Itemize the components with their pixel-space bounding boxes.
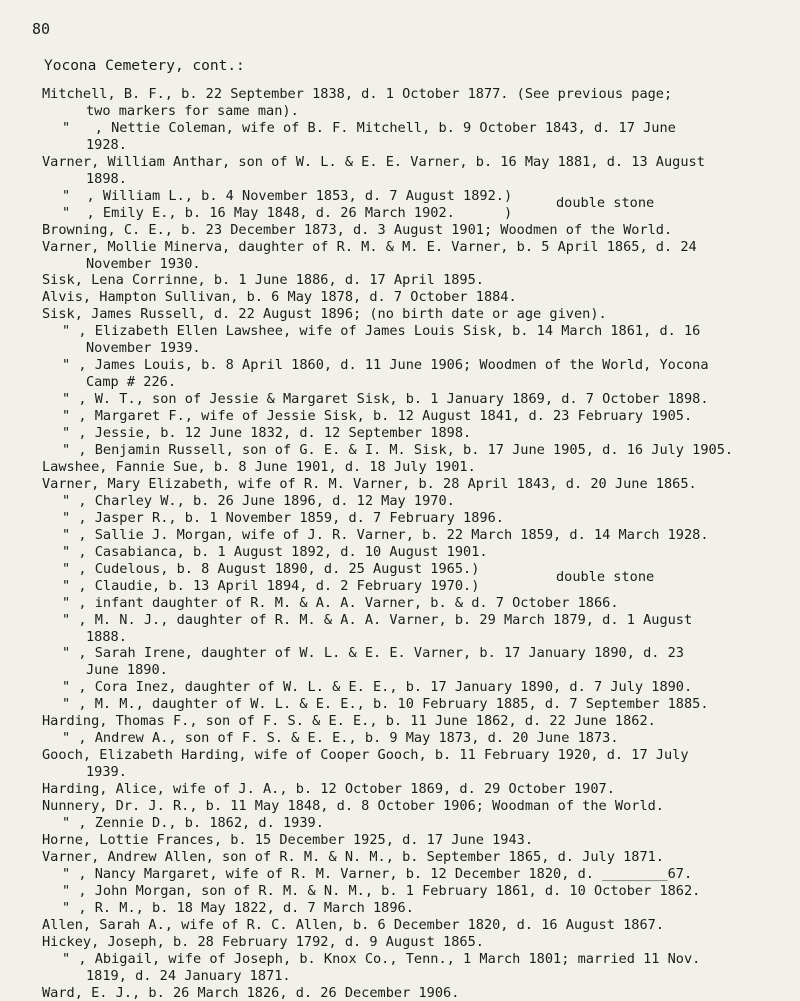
entry-varner-jasper [42,510,794,527]
entry-line-continued: 1928. [86,136,127,153]
entry-line-continued: 1819, d. 24 January 1871. [86,967,291,984]
entry-line: " , Jessie, b. 12 June 1832, d. 12 September 1898. [62,425,472,442]
entry-hickey-joseph [42,934,794,951]
entry-browning [42,222,794,239]
entry-nunnery-jr [42,798,794,815]
page-number: 80 [32,20,51,38]
entry-line: " , M. M., daughter of W. L. & E. E., b. 10 February 1885, d. 7 September 1885. [62,696,709,713]
entry-line: " , Andrew A., son of F. S. & E. E., b. 9 May 1873, d. 20 June 1873. [62,730,619,747]
entry-line: Ward, E. J., b. 26 March 1826, d. 26 December 1906. [42,984,460,1001]
entry-line: Allen, Sarah A., wife of R. C. Allen, b. 6 December 1820, d. 16 August 1867. [42,916,664,933]
entry-line: " , Charley W., b. 26 June 1896, d. 12 May 1970. [62,492,455,509]
entry-line: " , Cora Inez, daughter of W. L. & E. E., b. 17 January 1890, d. 7 July 1890. [62,679,693,696]
entry-varner-cora [42,679,794,696]
entry-sisk-elizabeth [42,323,794,357]
entry-varner-mm [42,696,794,713]
entry-varner-sarah-irene [42,645,794,679]
entry-line: " , John Morgan, son of R. M. & N. M., b. 1 February 1861, d. 10 October 1862. [62,882,701,899]
entry-harding-andrew [42,730,794,747]
entry-line: Harding, Alice, wife of J. A., b. 12 October 1869, d. 29 October 1907. [42,781,615,798]
entry-line: " , Margaret F., wife of Jessie Sisk, b. 12 August 1841, d. 23 February 1905. [62,408,693,425]
entry-line: " , M. N. J., daughter of R. M. & A. A. Varner, b. 29 March 1879, d. 1 August [62,611,693,628]
entry-varner-william-l [42,188,794,205]
entry-line-continued: two markers for same man). [86,102,299,119]
entry-hickey-abigail [42,951,794,985]
entry-sisk-benjamin [42,442,794,459]
entry-line: Mitchell, B. F., b. 22 September 1838, d. 1 October 1877. (See previous page; [42,86,673,102]
entry-varner-mollie [42,239,794,273]
entry-line: Varner, Mary Elizabeth, wife of R. M. Varner, b. 28 April 1843, d. 20 June 1865. [42,475,697,492]
entry-sisk-wt [42,391,794,408]
entry-line-continued: Camp # 226. [86,374,177,391]
cemetery-entries [42,86,794,1001]
entry-line: " , Nancy Margaret, wife of R. M. Varner, b. 12 December 1820, d. ________67. [62,865,693,882]
double-stone-note: double stone [556,568,655,585]
entry-sisk-james-louis [42,357,794,391]
entry-varner-infant [42,595,794,612]
entry-lawshee-fannie [42,459,794,476]
entry-varner-mary-elizabeth [42,476,794,493]
entry-mitchell-nettie [42,120,794,154]
entry-line: " , Zennie D., b. 1862, d. 1939. [62,814,324,831]
entry-line: " , infant daughter of R. M. & A. A. Varner, b. & d. 7 October 1866. [62,594,619,611]
entry-harding-alice [42,781,794,798]
entry-allen-sarah [42,917,794,934]
entry-line: " , Sarah Irene, daughter of W. L. & E. E. Varner, b. 17 January 1890, d. 23 [62,645,684,662]
entry-line: " , James Louis, b. 8 April 1860, d. 11 June 1906; Woodmen of the World, Yocona [62,357,709,374]
entry-line: " , R. M., b. 18 May 1822, d. 7 March 1896. [62,899,414,916]
entry-line-continued: 1888. [86,628,127,645]
entry-line: " , Cudelous, b. 8 August 1890, d. 25 August 1965.) [62,560,480,577]
entry-line: " , Nettie Coleman, wife of B. F. Mitchell, b. 9 October 1843, d. 17 June [62,119,676,136]
entry-line: " , Emily E., b. 16 May 1848, d. 26 March 1902. ) [62,204,513,221]
entry-line: Nunnery, Dr. J. R., b. 11 May 1848, d. 8 October 1906; Woodman of the World. [42,798,664,815]
entry-line: Alvis, Hampton Sullivan, b. 6 May 1878, d. 7 October 1884. [42,289,517,306]
entry-line-continued: June 1890. [86,662,168,679]
entry-varner-rm [42,900,794,917]
entry-varner-cudelous [42,561,794,578]
entry-line: Harding, Thomas F., son of F. S. & E. E., b. 11 June 1862, d. 22 June 1862. [42,713,656,730]
entry-line-continued: November 1930. [86,255,201,272]
entry-line: Hickey, Joseph, b. 28 February 1792, d. 9 August 1865. [42,933,484,950]
entry-line: " , W. T., son of Jessie & Margaret Sisk, b. 1 January 1869, d. 7 October 1898. [62,391,709,408]
entry-line: " , Casabianca, b. 1 August 1892, d. 10 August 1901. [62,543,488,560]
entry-line: " , Elizabeth Ellen Lawshee, wife of James Louis Sisk, b. 14 March 1861, d. 16 [62,323,701,340]
entry-line: Sisk, Lena Corrinne, b. 1 June 1886, d. 17 April 1895. [42,272,484,289]
entry-varner-nancy [42,866,794,883]
entry-line: Varner, William Anthar, son of W. L. & E. E. Varner, b. 16 May 1881, d. 13 August [42,153,705,170]
entry-line: " , Sallie J. Morgan, wife of J. R. Varner, b. 22 March 1859, d. 14 March 1928. [62,526,709,543]
entry-line: " , Benjamin Russell, son of G. E. & I. M. Sisk, b. 17 June 1905, d. 16 July 1905. [62,442,734,459]
entry-line: " , Jasper R., b. 1 November 1859, d. 7 February 1896. [62,509,504,526]
entry-line: Browning, C. E., b. 23 December 1873, d. 3 August 1901; Woodmen of the World. [42,221,673,238]
entry-line: Horne, Lottie Frances, b. 15 December 1925, d. 17 June 1943. [42,831,534,848]
entry-sisk-jessie [42,425,794,442]
entry-ward-ej [42,985,794,1001]
entry-alvis [42,289,794,306]
entry-line: " , Abigail, wife of Joseph, b. Knox Co., Tenn., 1 March 1801; married 11 Nov. [62,950,701,967]
entry-line: Gooch, Elizabeth Harding, wife of Cooper Gooch, b. 11 February 1920, d. 17 July [42,747,689,764]
entry-line: Sisk, James Russell, d. 22 August 1896; (no birth date or age given). [42,306,607,323]
section-heading: Yocona Cemetery, cont.: [44,58,245,74]
entry-varner-john-morgan [42,883,794,900]
entry-varner-emily [42,205,794,222]
entry-harding-thomas [42,713,794,730]
entry-gooch-elizabeth [42,747,794,781]
double-stone-group [42,188,794,222]
entry-nunnery-zennie [42,815,794,832]
entry-line-continued: November 1939. [86,340,201,357]
entry-line: " , Claudie, b. 13 April 1894, d. 2 February 1970.) [62,577,480,594]
entry-line: Varner, Mollie Minerva, daughter of R. M. & M. E. Varner, b. 5 April 1865, d. 24 [42,238,697,255]
entry-varner-andrew-allen [42,849,794,866]
entry-varner-casabianca [42,544,794,561]
entry-mitchell-bf [42,86,794,120]
double-stone-note: double stone [556,194,655,211]
entry-line: Lawshee, Fannie Sue, b. 8 June 1901, d. 18 July 1901. [42,458,476,475]
entry-line-continued: 1939. [86,764,127,781]
entry-horne-lottie [42,832,794,849]
entry-sisk-james-russell [42,306,794,323]
entry-line: " , William L., b. 4 November 1853, d. 7 August 1892.) [62,187,513,204]
entry-sisk-lena [42,272,794,289]
entry-varner-claudie [42,578,794,595]
entry-varner-mnj [42,612,794,646]
entry-line-continued: 1898. [86,170,127,187]
double-stone-group [42,561,794,595]
entry-varner-william-anthar [42,154,794,188]
entry-sisk-margaret [42,408,794,425]
entry-varner-sallie [42,527,794,544]
entry-varner-charley [42,493,794,510]
entry-line: Varner, Andrew Allen, son of R. M. & N. M., b. September 1865, d. July 1871. [42,848,664,865]
